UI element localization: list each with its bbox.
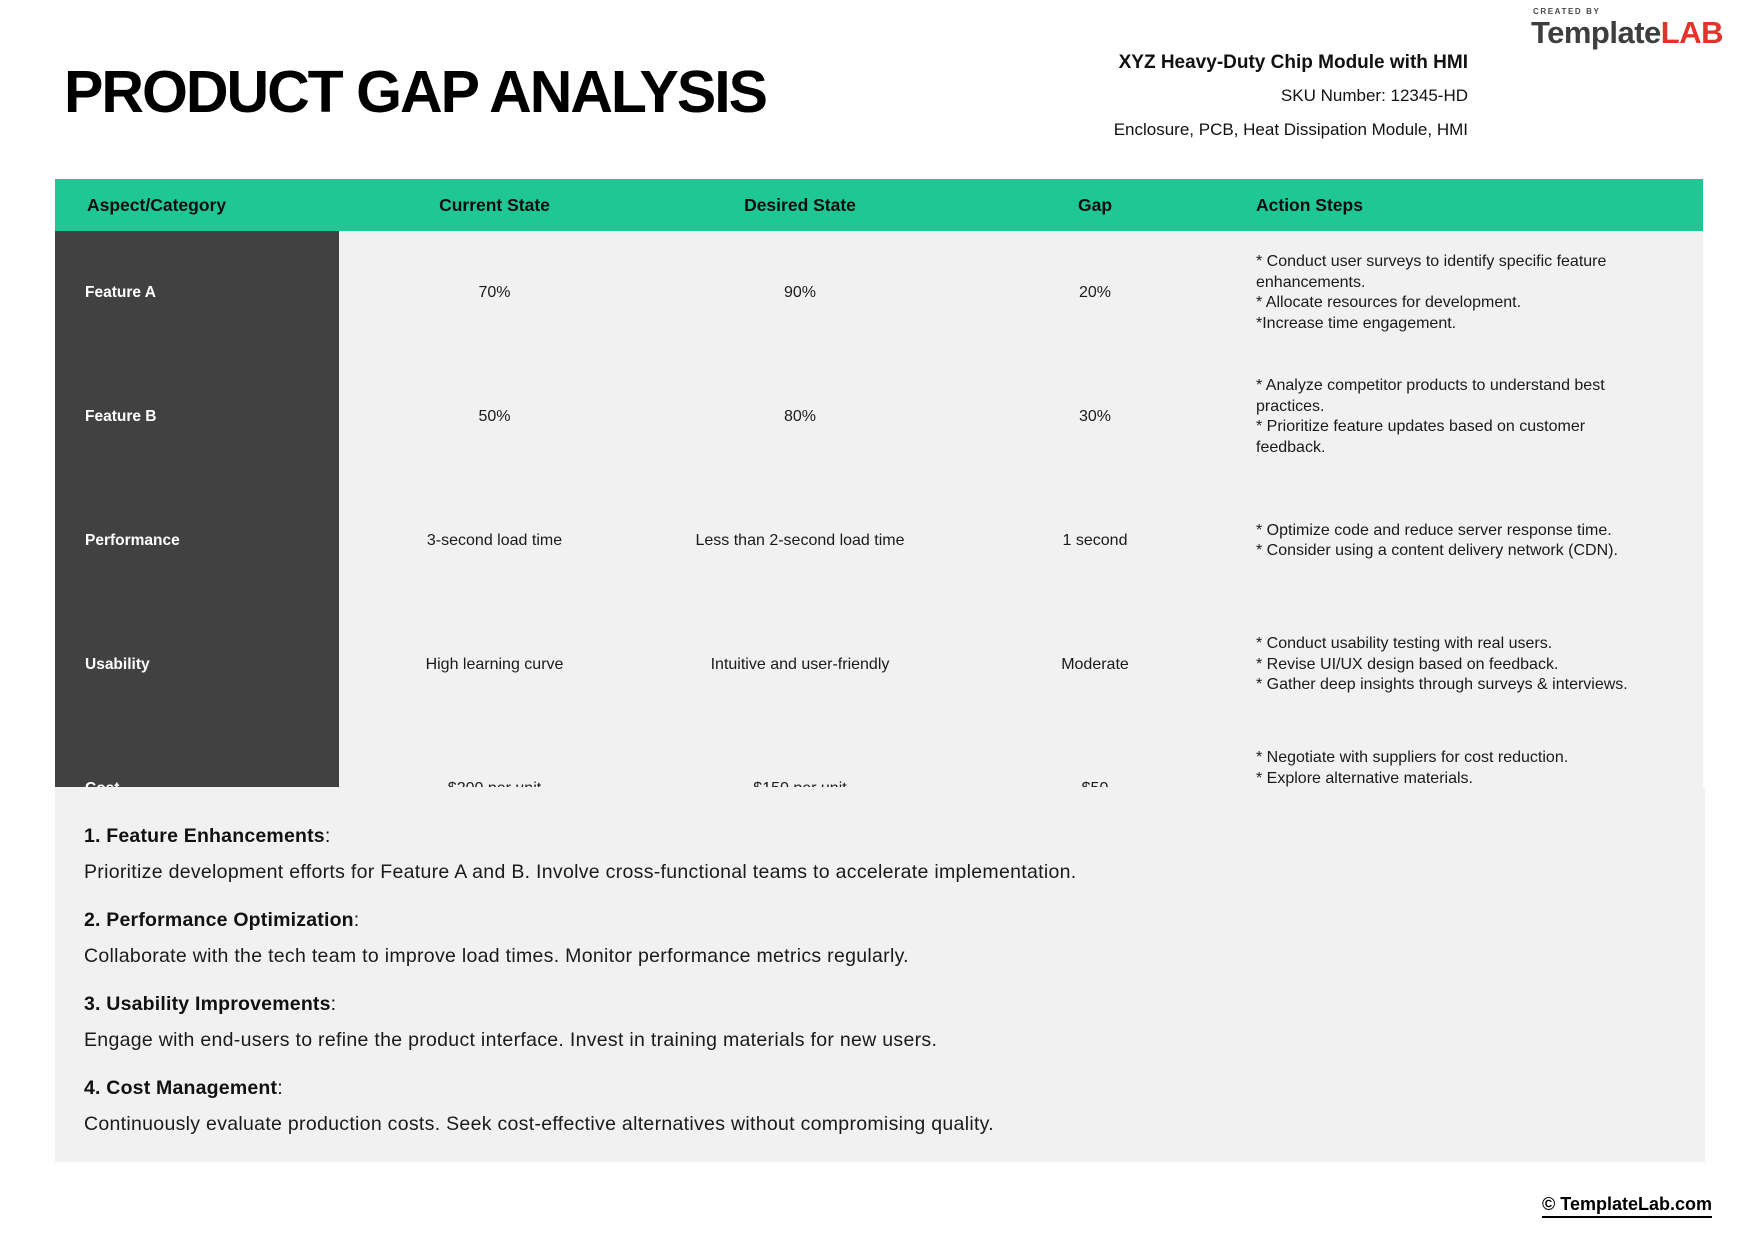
table-row <box>55 479 1703 603</box>
action-step: * Negotiate with suppliers for cost reduction. <box>1256 749 1569 766</box>
action-step: * Conduct usability testing with real users. <box>1256 635 1553 653</box>
column-header-action-steps: Action Steps <box>1240 179 1703 231</box>
recommendation-body: Engage with end-users to refine the product interface. Invest in training materials for new users. <box>84 1029 938 1051</box>
actions-cell <box>1240 355 1703 479</box>
recommendation-item <box>84 909 1665 968</box>
column-header-gap: Gap <box>950 179 1240 231</box>
actions-cell <box>1240 603 1703 727</box>
recommendation-heading: 3. Usability Improvements <box>84 993 331 1015</box>
current-state-cell: 50% <box>339 355 650 479</box>
gap-analysis-table <box>55 179 1703 851</box>
sku-number: SKU Number: 12345-HD <box>1280 86 1468 105</box>
aspect-cell: Performance <box>55 479 339 603</box>
aspect-cell: Feature A <box>55 231 339 355</box>
desired-state-cell: Intuitive and user-friendly <box>650 603 950 727</box>
product-meta <box>1114 52 1468 140</box>
gap-cell: 1 second <box>950 479 1240 603</box>
created-by-label: CREATED BY <box>1532 7 1601 16</box>
recommendation-heading: 2. Performance Optimization <box>84 909 354 931</box>
recommendation-body: Collaborate with the tech team to improve load times. Monitor performance metrics regularly. <box>84 945 909 967</box>
action-step: * Allocate resources for development. <box>1256 294 1522 311</box>
current-state-cell: High learning curve <box>339 603 650 727</box>
aspect-cell: Feature B <box>55 355 339 479</box>
recommendation-item <box>84 1077 1665 1136</box>
action-step: * Analyze competitor products to understand best practices. <box>1256 377 1605 415</box>
column-header-current-state: Current State <box>339 179 650 231</box>
desired-state-cell: 90% <box>650 231 950 355</box>
action-step: * Consider using a content delivery network (CDN). <box>1256 542 1618 559</box>
templatelab-logo <box>1531 8 1723 48</box>
recommendation-colon: : <box>353 909 360 931</box>
recommendation-body: Prioritize development efforts for Feature A and B. Involve cross-functional teams to accelerate implementation. <box>84 861 1077 883</box>
table-row <box>55 231 1703 355</box>
current-state-cell: 3-second load time <box>339 479 650 603</box>
desired-state-cell: Less than 2-second load time <box>650 479 950 603</box>
action-step: * Optimize code and reduce server response time. <box>1256 521 1612 539</box>
action-step: * Prioritize feature updates based on customer feedback. <box>1256 418 1586 456</box>
actions-cell <box>1240 231 1703 355</box>
action-step: * Gather deep insights through surveys & interviews. <box>1256 676 1628 694</box>
action-step: *Increase time engagement. <box>1256 314 1457 332</box>
recommendation-heading: 1. Feature Enhancements <box>84 825 325 847</box>
table-row <box>55 603 1703 727</box>
recommendations-panel <box>55 787 1705 1162</box>
recommendation-item <box>84 993 1665 1052</box>
gap-cell: 20% <box>950 231 1240 355</box>
gap-cell: 30% <box>950 355 1240 479</box>
column-header-aspect: Aspect/Category <box>55 179 339 231</box>
table-row <box>55 355 1703 479</box>
table-header <box>55 179 1703 231</box>
recommendation-heading: 4. Cost Management <box>84 1077 278 1099</box>
column-header-desired-state: Desired State <box>650 179 950 231</box>
action-step: * Conduct user surveys to identify specific feature enhancements. <box>1256 253 1607 291</box>
product-name: XYZ Heavy-Duty Chip Module with HMI <box>1118 52 1468 73</box>
desired-state-cell: 80% <box>650 355 950 479</box>
recommendation-colon: : <box>324 825 331 847</box>
product-components: Enclosure, PCB, Heat Dissipation Module, HMI <box>1113 120 1468 139</box>
templatelab-footer-link[interactable]: © TemplateLab.com <box>1542 1194 1712 1218</box>
table-body <box>55 231 1703 851</box>
logo-template-text: Template <box>1530 15 1661 50</box>
actions-cell <box>1240 479 1703 603</box>
logo-wordmark <box>1531 17 1723 48</box>
page-title: PRODUCT GAP ANALYSIS <box>64 59 766 125</box>
logo-lab-text: LAB <box>1660 15 1723 50</box>
recommendation-colon: : <box>277 1077 283 1099</box>
recommendation-colon: : <box>330 993 337 1015</box>
current-state-cell: 70% <box>339 231 650 355</box>
aspect-cell: Usability <box>55 603 339 727</box>
action-step: * Explore alternative materials. <box>1256 769 1473 787</box>
recommendation-body: Continuously evaluate production costs. Seek cost-effective alternatives without compromising quality. <box>84 1113 994 1135</box>
gap-cell: Moderate <box>950 603 1240 727</box>
action-step: * Revise UI/UX design based on feedback. <box>1256 655 1559 673</box>
recommendation-item <box>84 825 1665 884</box>
